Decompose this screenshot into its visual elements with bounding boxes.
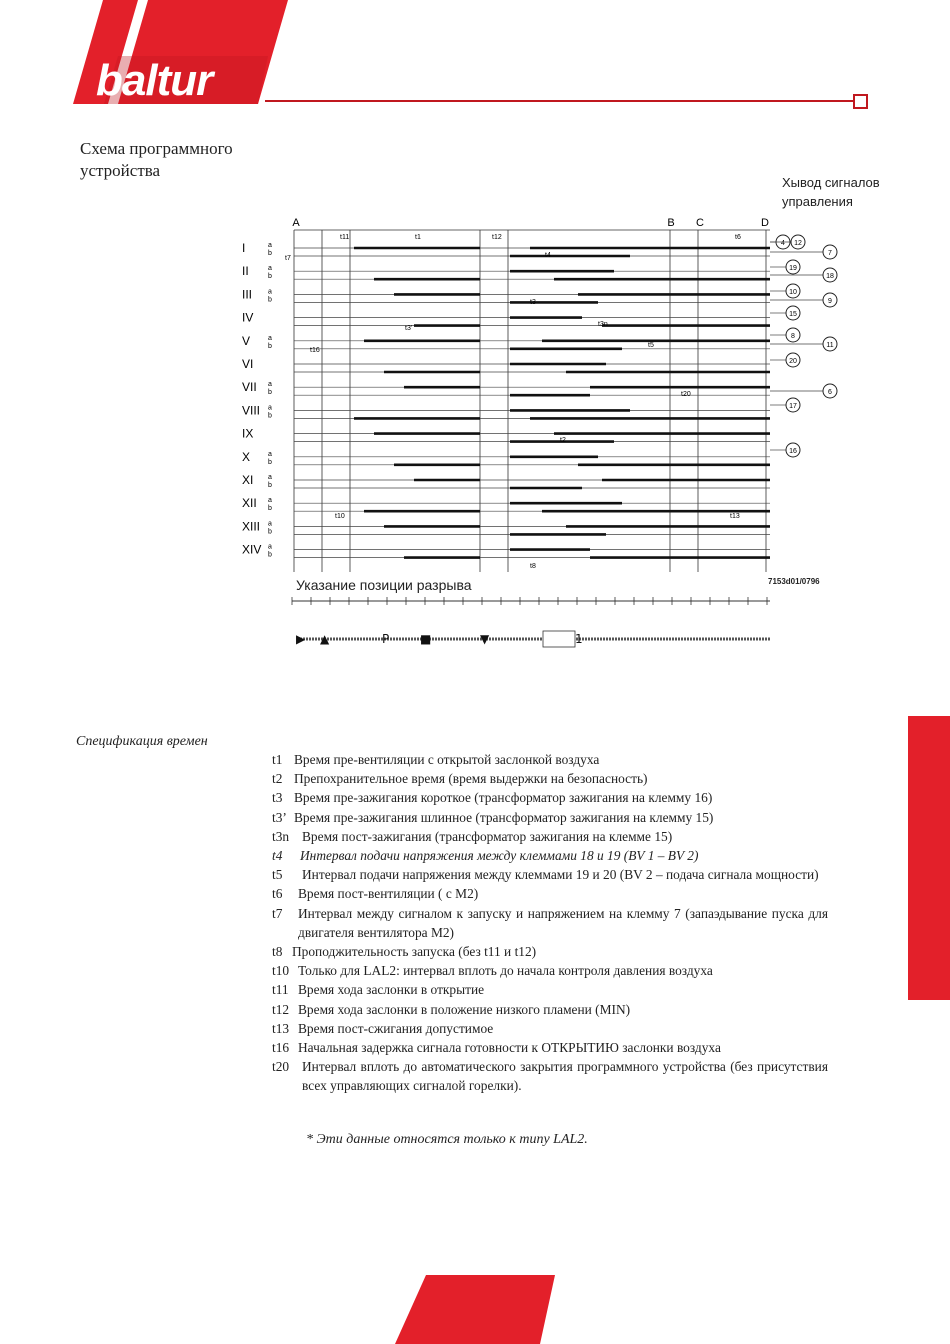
terminal-number: 20 (789, 358, 797, 365)
spec-code: t3n (272, 828, 290, 844)
spec-label: Спецификация времен (76, 734, 208, 749)
brand-logo-text: baltur (96, 56, 213, 105)
header-square-marker (853, 94, 868, 109)
spec-code: t20 (272, 1059, 290, 1075)
terminal-number: 11 (826, 342, 834, 349)
row-label: IX (242, 426, 254, 441)
interval-label: t7 (285, 255, 291, 262)
sub-label: a (268, 242, 272, 249)
legend-mark: ▼ (480, 632, 490, 646)
spec-text: Время пост-вентиляции ( с M2) (298, 886, 479, 902)
row-label: X (242, 449, 251, 464)
interval-label: t6 (735, 234, 741, 241)
sub-label: b (268, 273, 272, 281)
sub-label: b (268, 551, 272, 559)
sub-label: a (268, 543, 272, 551)
spec-text: Интервал подачи напряжения между клеммами 19 и 20 (BV 2 – подача сигнала мощности) (302, 867, 819, 883)
spec-code: t1 (272, 752, 283, 767)
spec-code: t10 (272, 963, 290, 979)
spec-text: Время пре-вентиляции с открытой заслонкой воздуха (294, 752, 600, 767)
row-label: XI (242, 473, 254, 487)
sub-label: a (268, 474, 272, 481)
row-label: V (242, 333, 251, 348)
sub-label: a (268, 450, 272, 458)
spec-item (272, 865, 828, 884)
header-rule (265, 100, 855, 102)
sub-label: b (268, 296, 272, 304)
sub-label: a (268, 334, 272, 342)
timing-diagram (230, 212, 870, 662)
interval-label: t3 (530, 299, 536, 306)
row-label: XIV (242, 542, 262, 557)
sub-label: b (268, 412, 272, 420)
interval-label: t3n (598, 321, 608, 328)
spec-item (272, 788, 828, 807)
sub-label: a (268, 520, 272, 528)
terminal-number: 8 (791, 333, 795, 340)
spec-item (272, 942, 828, 961)
row-label: I (242, 241, 246, 255)
row-label: III (242, 287, 253, 302)
spec-code: t13 (272, 1020, 290, 1036)
spec-code: t16 (272, 1040, 290, 1056)
spec-item (272, 808, 828, 827)
legend-mark: ▶ (296, 632, 306, 646)
legend-mark: P (382, 632, 390, 646)
spec-code: t5 (272, 867, 283, 883)
spec-text: Время хода заслонки в положение низкого пламени (MIN) (298, 1001, 631, 1017)
legend-mark: ■ (420, 632, 432, 646)
interval-label: t16 (310, 347, 320, 354)
legend-mark: ▲ (320, 632, 330, 646)
break-position-label: Указание позиции разрыва (296, 577, 472, 593)
sub-label: b (268, 458, 272, 466)
sub-label: b (268, 389, 272, 397)
side-red-tab (908, 716, 950, 1000)
spec-code: t4 (272, 848, 283, 864)
interval-label: t2 (560, 437, 566, 444)
sub-label: b (268, 250, 272, 257)
sub-label: b (268, 482, 272, 489)
spec-text: Интервал подачи напряжения между клеммами 18 и 19 (BV 1 – BV 2) (300, 848, 699, 864)
spec-text: Проподжительность запуска (без t11 и t12) (292, 944, 537, 960)
interval-label: t11 (340, 234, 350, 241)
spec-text: Время хода заслонки в открытие (298, 982, 485, 998)
spec-item (272, 750, 828, 769)
sub-label: a (268, 265, 272, 273)
interval-label: t4 (545, 252, 551, 259)
spec-item (272, 1038, 828, 1057)
terminal-number: 12 (794, 240, 802, 247)
sub-label: a (268, 381, 272, 389)
legend-box (543, 631, 575, 647)
row-label: VII (242, 380, 257, 395)
spec-item (272, 884, 828, 903)
terminal-number: 4 (781, 240, 785, 247)
spec-text: Время пре-зажигания короткое (трансформатор зажигания на клемму 16) (294, 790, 713, 806)
spec-code: t6 (272, 886, 283, 902)
interval-label: t8 (530, 563, 536, 570)
row-label: XIII (242, 519, 261, 534)
diagram-code: 7153d01/0796 (768, 577, 820, 586)
interval-label: t13 (730, 513, 740, 520)
interval-label: t5 (648, 342, 654, 349)
spec-code: t7 (272, 905, 283, 921)
row-label: VIII (242, 403, 261, 418)
terminal-number: 17 (789, 403, 797, 410)
section-title: Схема программного устройства (80, 139, 233, 180)
interval-label: t10 (335, 513, 345, 520)
sub-label: b (268, 342, 272, 350)
spec-code: t2 (272, 771, 283, 787)
sub-label: a (268, 404, 272, 412)
spec-code: t8 (272, 944, 283, 960)
terminal-number: 9 (828, 298, 832, 305)
sub-label: b (268, 528, 272, 536)
spec-item (272, 769, 828, 788)
legend-mark: 1 (575, 632, 583, 646)
interval-label: t1 (415, 234, 421, 241)
spec-text: Интервал между сигналом к запуску и напряжением на клемму 7 (запаэдывание пуска для двигателя вентилятора M2) (298, 905, 828, 940)
spec-item (272, 1019, 828, 1038)
terminal-number: 18 (826, 273, 834, 280)
spec-code: t3’ (272, 809, 287, 825)
sub-label: a (268, 288, 272, 296)
spec-item (272, 827, 828, 846)
phase-label: A (292, 217, 300, 229)
row-label: II (242, 264, 249, 279)
phase-label: B (667, 217, 675, 229)
spec-text: Время пост-зажигания (трансформатор зажигания на клемме 15) (302, 828, 673, 844)
spec-list (272, 750, 828, 1096)
spec-code: t11 (272, 982, 289, 998)
row-label: XII (242, 496, 257, 511)
spec-text: Только для LAL2: интервал вплоть до начала контроля давления воздуха (298, 963, 713, 979)
phase-label: D (761, 217, 769, 229)
spec-code: t12 (272, 1001, 290, 1017)
outputs-label: Хывод сигналов управления (782, 175, 880, 209)
sub-label: b (268, 505, 272, 513)
spec-text: Начальная задержка сигнала готовности к ОТКРЫТИЮ заслонки воздуха (298, 1040, 721, 1056)
interval-label: t3' (405, 325, 413, 332)
interval-label: t12 (492, 234, 502, 241)
spec-item (272, 1057, 828, 1095)
spec-item (272, 1000, 828, 1019)
interval-label: t20 (681, 391, 691, 398)
phase-label: C (696, 217, 704, 229)
spec-code: t3 (272, 790, 283, 806)
spec-text: Время пре-зажигания шлинное (трансформатор зажигания на клемму 15) (294, 809, 714, 825)
spec-text: Интервал вплоть до автоматического закрытия программного устройства (без присутствия всех управляющих сигналой горелки). (302, 1059, 828, 1094)
spec-item (272, 904, 828, 942)
terminal-number: 15 (789, 311, 797, 318)
terminal-number: 16 (789, 448, 797, 455)
row-label: IV (242, 310, 254, 325)
spec-item (272, 846, 828, 865)
sub-label: a (268, 497, 272, 505)
row-label: VI (242, 357, 254, 371)
spec-text: Время пост-сжигания допустимое (298, 1020, 494, 1036)
spec-item (272, 980, 828, 999)
terminal-number: 19 (789, 265, 797, 272)
footnote: * Эти данные относятся только к типу LAL2. (306, 1132, 588, 1147)
terminal-number: 7 (828, 250, 832, 257)
terminal-number: 6 (828, 389, 832, 396)
spec-item (272, 961, 828, 980)
spec-text: Препохранительное время (время выдержки на безопасность) (294, 771, 648, 787)
terminal-number: 10 (789, 289, 797, 296)
